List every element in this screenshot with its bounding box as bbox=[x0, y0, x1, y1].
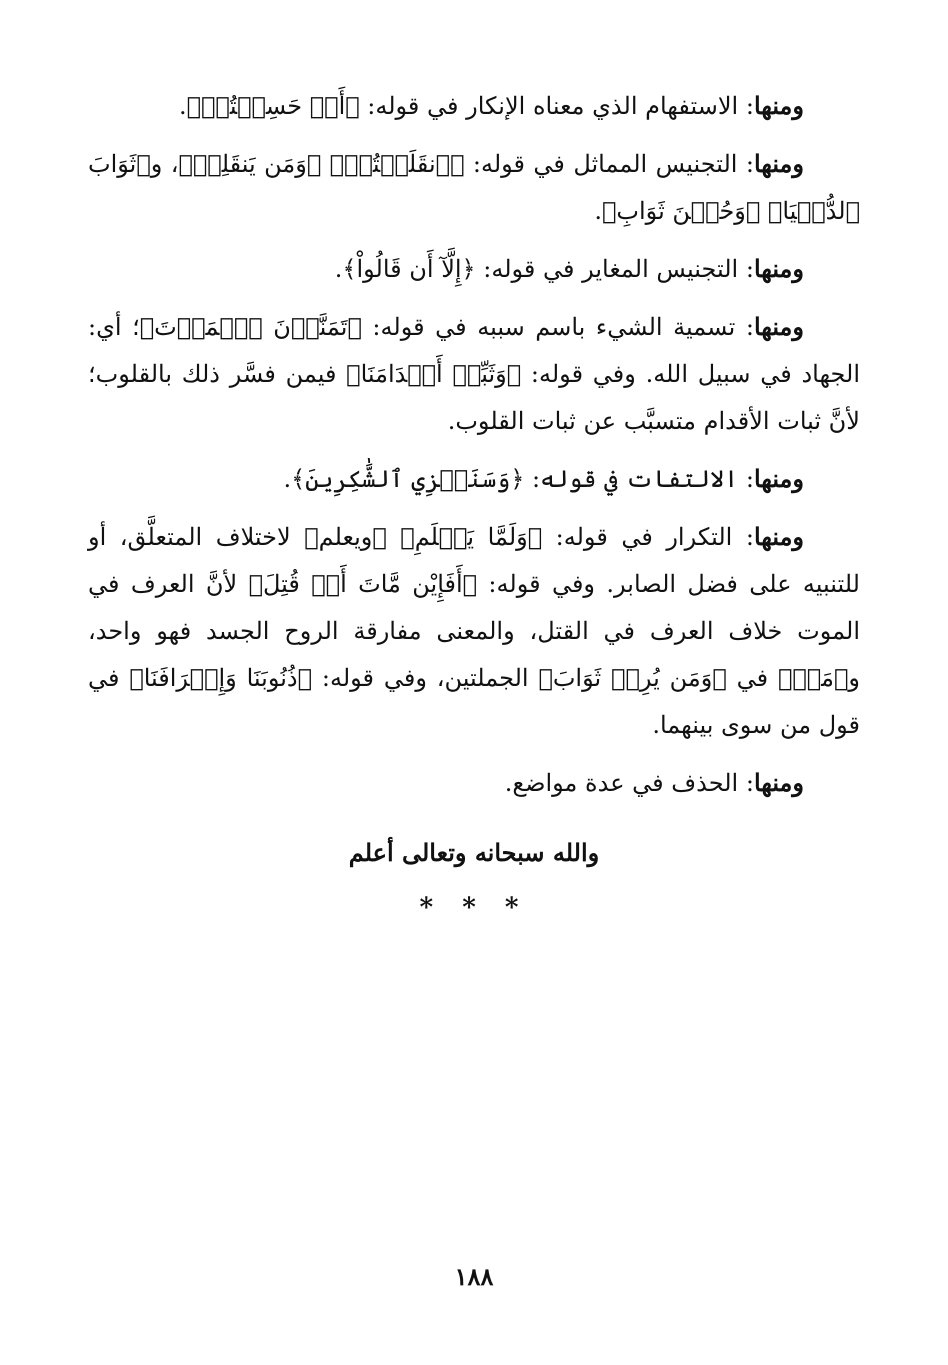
paragraph-text: الحذف في عدة مواضع. bbox=[504, 769, 739, 797]
paragraph-text: التجنيس المماثل في قوله: ﴿ٱنقَلَبۡتُمۡ﴾ ﴿وَمَن يَنقَلِبۡ﴾، و﴿ثَوَابَ ٱلدُّنۡيَا﴾ ﴿وَحُسۡنَ ثَوَابِ﴾. bbox=[88, 150, 860, 225]
closing-phrase: والله سبحانه وتعالى أعلم bbox=[348, 838, 600, 867]
paragraph-tajnis-mughayir bbox=[88, 245, 860, 293]
paragraph-lead: ومنها bbox=[753, 149, 804, 178]
paragraph-lead: ومنها bbox=[753, 91, 804, 120]
paragraph-text: الالتفات في قوله: ﴿وَسَنَجۡزِي ٱلشَّٰكِرِينَ﴾. bbox=[283, 465, 739, 493]
paragraph-hadhf bbox=[88, 759, 860, 807]
paragraph-text: تسمية الشيء باسم سببه في قوله: ﴿تَمَنَّوۡنَ ٱلۡمَوۡتَ﴾؛ أي: الجهاد في سبيل الله. وفي قوله: ﴿وَثَبِّتۡ أَقۡدَامَنَا﴾ فيمن فسَّر ذلك بالقلوب؛ لأنَّ ثبات الأقدام متسبَّب عن ثبات القلوب. bbox=[88, 313, 860, 435]
paragraph-separator: : bbox=[738, 465, 754, 493]
paragraph-separator: : bbox=[738, 255, 754, 283]
paragraph-tasmiya bbox=[88, 303, 860, 445]
paragraph-text: التكرار في قوله: ﴿وَلَمَّا يَعۡلَمِ﴾ ﴿ويعلم﴾ لاختلاف المتعلَّق، أو للتنبيه على فضل الصابر. وفي قوله: ﴿أَفَإِيْن مَّاتَ أَوۡ قُتِلَ﴾ لأنَّ العرف في الموت خلاف العرف في القتل، والمعنى مفارقة الروح الجسد فهو واحد، و﴿مَنۡ﴾ في ﴿وَمَن يُرِدۡ ثَوَابَ﴾ الجملتين، وفي قوله: ﴿ذُنُوبَنَا وَإِسۡرَافَنَا﴾ في قول من سوى بينهما. bbox=[88, 523, 860, 739]
paragraph-lead: ومنها bbox=[753, 254, 804, 283]
paragraph-separator: : bbox=[737, 150, 754, 178]
paragraph-separator: : bbox=[735, 313, 754, 341]
paragraph-tikrar bbox=[88, 513, 860, 749]
paragraph-separator: : bbox=[738, 769, 754, 797]
paragraph-tajnis-mumathil bbox=[88, 140, 860, 235]
section-divider: * * * bbox=[419, 893, 529, 923]
paragraph-lead: ومنها bbox=[753, 768, 804, 797]
paragraph-lead: ومنها bbox=[753, 312, 804, 341]
document-page bbox=[88, 82, 860, 1365]
paragraph-iltifat bbox=[88, 455, 860, 503]
page-number: ١٨٨ bbox=[454, 1262, 494, 1291]
paragraph-text: الاستفهام الذي معناه الإنكار في قوله: ﴿أَمۡ حَسِبۡتُمۡ﴾. bbox=[179, 92, 739, 120]
paragraph-istifham bbox=[88, 82, 860, 130]
paragraph-lead: ومنها bbox=[753, 522, 805, 551]
paragraph-text: التجنيس المغاير في قوله: ﴿إِلَّآ أَن قَالُواْ﴾. bbox=[334, 255, 739, 283]
paragraph-lead: ومنها bbox=[753, 464, 804, 493]
paragraph-separator: : bbox=[732, 523, 754, 551]
paragraph-separator: : bbox=[738, 92, 754, 120]
